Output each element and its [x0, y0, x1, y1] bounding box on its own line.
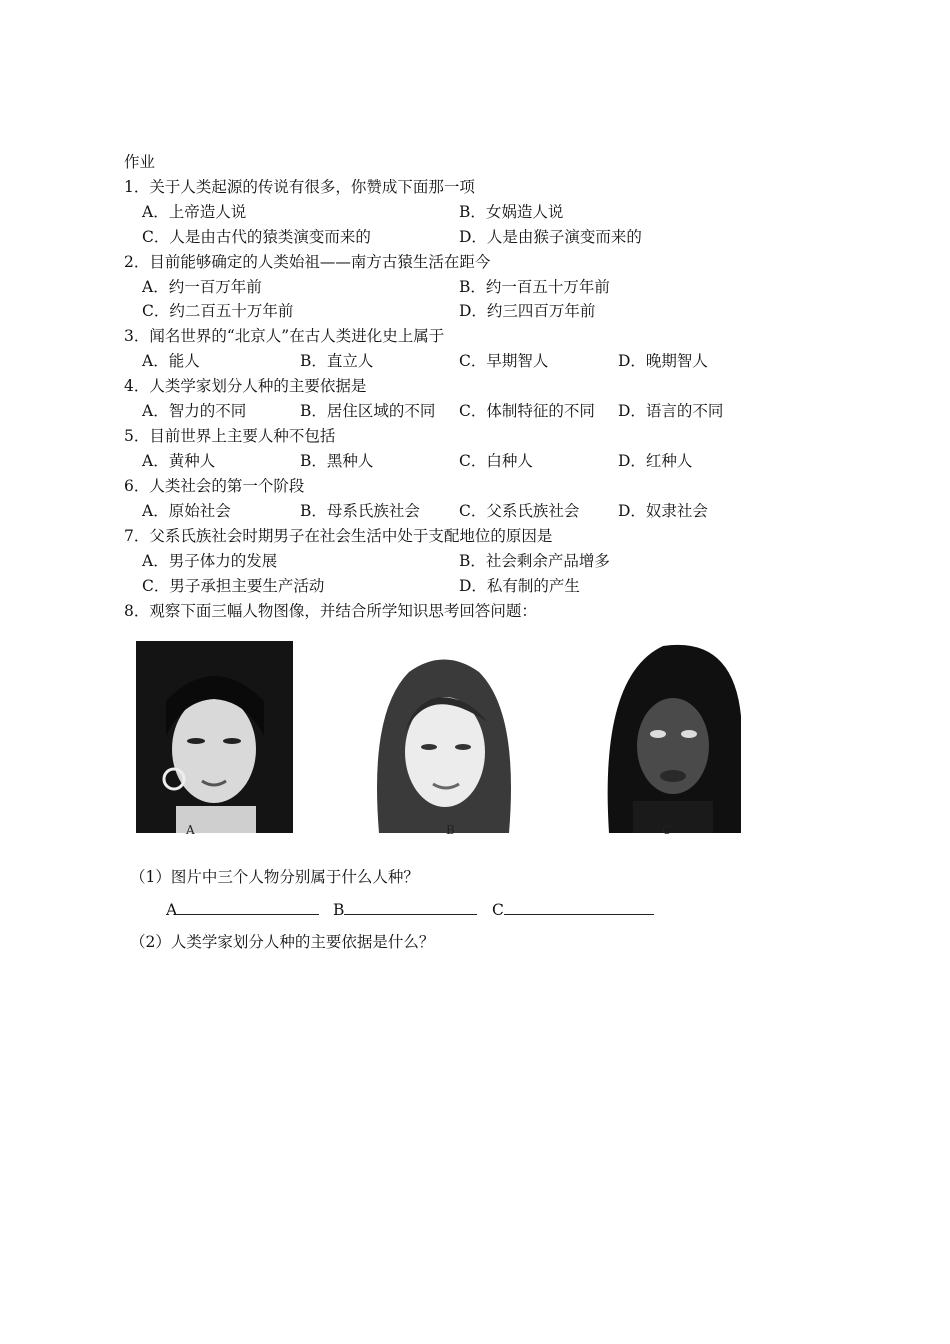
q2-option-d: D．约三四百万年前 [459, 302, 596, 320]
q3-option-a: A．能人 [142, 352, 200, 370]
question-4: 4．人类学家划分人种的主要依据是 [124, 377, 367, 395]
answer-blank-c-label: C [492, 901, 504, 919]
portrait-photo-a [136, 641, 293, 833]
answer-blank-b[interactable] [333, 900, 477, 920]
q2-option-a: A．约一百万年前 [142, 278, 262, 296]
question-1: 1．关于人类起源的传说有很多，你赞成下面那一项 [124, 178, 475, 196]
answer-blank-a-line[interactable] [177, 900, 319, 915]
q7-option-c: C．男子承担主要生产活动 [142, 577, 325, 595]
portrait-b-illustration [369, 652, 518, 833]
question-5: 5．目前世界上主要人种不包括 [124, 427, 336, 445]
portrait-a-illustration [136, 641, 293, 833]
heading: 作业 [124, 153, 156, 171]
answer-blank-c-line[interactable] [504, 900, 654, 915]
q3-option-c: C．早期智人 [459, 352, 549, 370]
q4-option-b: B．居住区域的不同 [300, 402, 436, 420]
q5-option-a: A．黄种人 [142, 452, 216, 470]
answer-blank-b-line[interactable] [344, 900, 477, 915]
answer-blank-a-label: A [166, 901, 178, 919]
portrait-photo-b [369, 652, 518, 833]
answer-blank-b-label: B [333, 901, 345, 919]
sub-question-2: （2）人类学家划分人种的主要依据是什么？ [130, 933, 435, 951]
q1-option-d: D．人是由猴子演变而来的 [459, 228, 642, 246]
sub-question-1: （1）图片中三个人物分别属于什么人种？ [130, 868, 419, 886]
q4-option-a: A．智力的不同 [142, 402, 247, 420]
q3-option-d: D．晚期智人 [618, 352, 708, 370]
q3-option-b: B．直立人 [300, 352, 374, 370]
photo-a-caption: A [186, 823, 195, 837]
q1-option-c: C．人是由古代的猿类演变而来的 [142, 228, 371, 246]
portrait-c-illustration [603, 636, 745, 833]
question-2: 2．目前能够确定的人类始祖——南方古猿生活在距今 [124, 253, 491, 271]
q6-option-c: C．父系氏族社会 [459, 502, 580, 520]
q4-option-c: C．体制特征的不同 [459, 402, 595, 420]
q4-option-d: D．语言的不同 [618, 402, 724, 420]
q5-option-d: D．红种人 [618, 452, 693, 470]
q1-option-a: A．上帝造人说 [142, 203, 247, 221]
question-8: 8．观察下面三幅人物图像，并结合所学知识思考回答问题： [124, 602, 537, 620]
q6-option-a: A．原始社会 [142, 502, 231, 520]
q6-option-d: D．奴隶社会 [618, 502, 708, 520]
q2-option-c: C．约二百五十万年前 [142, 302, 294, 320]
q5-option-b: B．黑种人 [300, 452, 374, 470]
q7-option-d: D．私有制的产生 [459, 577, 580, 595]
question-6: 6．人类社会的第一个阶段 [124, 477, 305, 495]
photo-c-caption: C [662, 823, 672, 837]
q2-option-b: B．约一百五十万年前 [459, 278, 610, 296]
q6-option-b: B．母系氏族社会 [300, 502, 420, 520]
answer-blank-a[interactable] [166, 900, 319, 920]
answer-blank-c[interactable] [492, 900, 654, 920]
portrait-photo-c [603, 636, 745, 833]
photo-b-caption: B [446, 823, 455, 837]
question-7: 7．父系氏族社会时期男子在社会生活中处于支配地位的原因是 [124, 527, 553, 545]
question-3: 3．闻名世界的“北京人”在古人类进化史上属于 [124, 327, 445, 345]
q5-option-c: C．白种人 [459, 452, 533, 470]
q1-option-b: B．女娲造人说 [459, 203, 564, 221]
q7-option-b: B．社会剩余产品增多 [459, 552, 610, 570]
q7-option-a: A．男子体力的发展 [142, 552, 278, 570]
